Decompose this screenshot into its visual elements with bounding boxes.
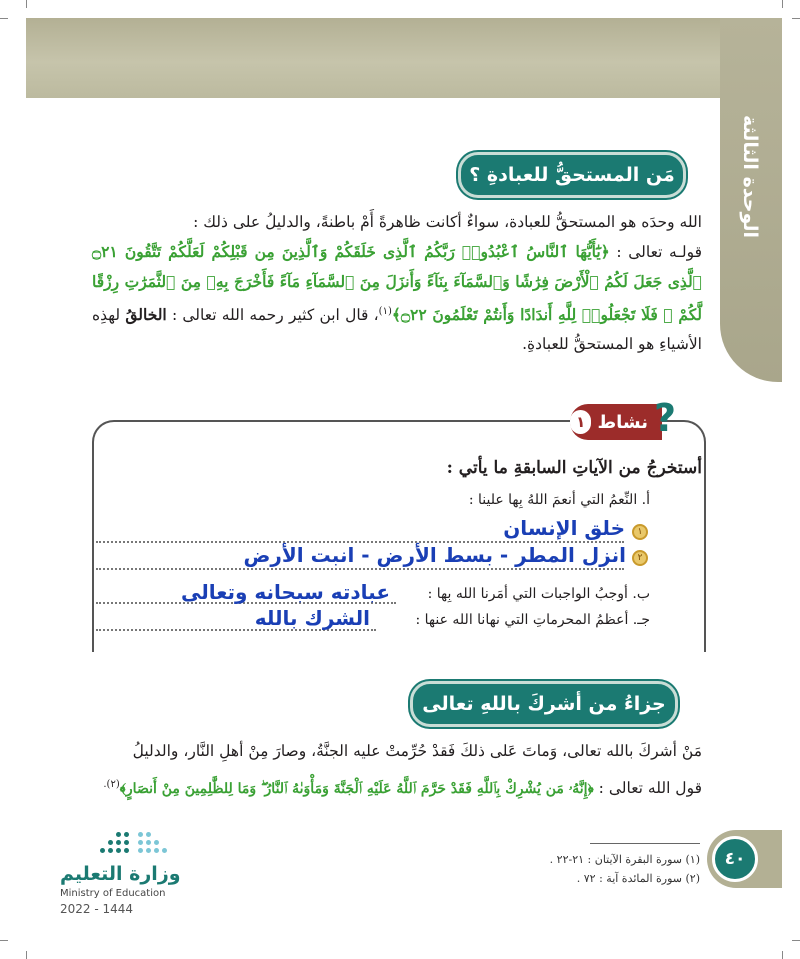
crop-mark	[0, 18, 8, 19]
item-c-label: جـ. أعظمُ المحرماتِ التي نهانا الله عنها :	[415, 612, 650, 628]
footnote-ref-2: (٢).	[103, 779, 120, 790]
item-a-label: أ. النِّعمُ التي أنعمَ اللهُ بِها علينا :	[468, 492, 650, 508]
edition-year: 2022 - 1444	[60, 902, 134, 916]
footnote-1: (١) سورة البقرة الآيتان : ٢١-٢٢ .	[549, 853, 700, 866]
section1-intro: قولـه تعالى :	[609, 243, 703, 261]
quran-verse-maidah: ﴿إِنَّهُۥ مَن يُشْرِكْ بِٱللَّهِ فَقَدْ حَرَّمَ ٱللَّهُ عَلَيْهِ ٱلْجَنَّةَ وَمَأْوَىٰهُ ٱلنَّارُ ۖ وَمَا لِلظَّٰلِمِينَ مِنْ أَنصَارٍ﴾	[119, 781, 594, 798]
section-heading-shirk-punishment: جزاءُ من أشركَ باللهِ تعالى	[410, 681, 678, 727]
section2-paragraph	[92, 734, 702, 806]
item-b-label: ب. أوجبُ الواجبات التي أمَرنا الله بِها :	[427, 586, 650, 602]
footnote-ref-1: (١)	[378, 306, 392, 317]
activity-number: ١	[570, 410, 591, 434]
ministry-name-en: Ministry of Education	[60, 888, 166, 899]
crop-mark	[26, 951, 27, 959]
section2-line1: مَنْ أشركَ بالله تعالى، وَماتَ عَلى ذلكَ فَقدْ حُرِّمتْ عليه الجنَّةُ، وصارَ مِنْ أهلِ النَّار، والدليلُ	[132, 742, 702, 760]
crop-mark	[782, 951, 783, 959]
crop-mark	[0, 940, 8, 941]
answer-3-text: عبادته سبحانه وتعالى	[180, 580, 390, 604]
answer-4-text: الشرك بالله	[254, 606, 370, 630]
khaliq-term: الخالقُ	[125, 305, 167, 325]
unit-label: الوحدة الثالثة	[739, 115, 761, 239]
answer-2-text: انزل المطر - بسط الأرض - انبت الأرض	[243, 543, 626, 567]
ibn-kathir-quote: ، قال ابن كثير رحمه الله تعالى :	[166, 306, 379, 325]
quran-verse-baqarah: ﴿يَٰٓأَيُّهَا ٱلنَّاسُ ٱعْبُدُوا۟ رَبَّكُمُ ٱلَّذِى خَلَقَكُمْ وَٱلَّذِينَ مِن قَبْلِكُمْ لَعَلَّكُمْ تَتَّقُونَ ۝٢١ ٱلَّذِى جَعَلَ لَكُمُ ٱلْأَرْضَ فِرَٰشًا وَٱلسَّمَآءَ بِنَآءً وَأَنزَلَ مِنَ ٱلسَّمَآءِ مَآءً فَأَخْرَجَ بِهِۦ مِنَ ٱلثَّمَرَٰتِ رِزْقًا لَّكُمْ ۖ فَلَا تَجْعَلُوا۟ لِلَّهِ أَندَادًا وَأَنتُمْ تَعْلَمُونَ ۝٢٢﴾	[92, 242, 702, 325]
bullet-1-icon: ١	[632, 524, 648, 540]
header-banner	[26, 18, 782, 98]
ministry-name-ar: وزارة التعليم	[60, 863, 181, 885]
bullet-2-icon: ٢	[632, 550, 648, 566]
footnote-rule	[590, 843, 700, 844]
page-number: ٤٠	[712, 836, 758, 882]
activity-label: نشاط	[597, 411, 648, 433]
section1-paragraph	[92, 208, 702, 359]
crop-mark	[782, 0, 783, 8]
activity-prompt: أستخرجُ من الآياتِ السابقةِ ما يأتي :	[446, 458, 702, 478]
section-heading-worthy-of-worship: مَن المستحقُّ للعبادةِ ؟	[458, 152, 686, 198]
footnote-2: (٢) سورة المائدة آية : ٧٢ .	[576, 872, 700, 885]
ministry-logo-icon	[98, 826, 176, 860]
crop-mark	[26, 0, 27, 8]
crop-mark	[792, 18, 800, 19]
answer-1-text: خلق الإنسان	[503, 516, 625, 540]
section1-conclusion: لهذِه الأشياءِ هو المستحقُّ للعبادةِ.	[92, 306, 702, 354]
activity-tag	[570, 404, 662, 440]
crop-mark	[792, 940, 800, 941]
question-mark-icon: ?	[654, 396, 677, 440]
section1-line1: الله وحدَه هو المستحقُّ للعبادة، سواءٌ أكانت ظاهرةً أَمْ باطنةً، والدليلُ على ذلك :	[193, 213, 702, 231]
answer-line-2	[96, 568, 624, 570]
section2-intro: قول الله تعالى :	[593, 779, 702, 798]
